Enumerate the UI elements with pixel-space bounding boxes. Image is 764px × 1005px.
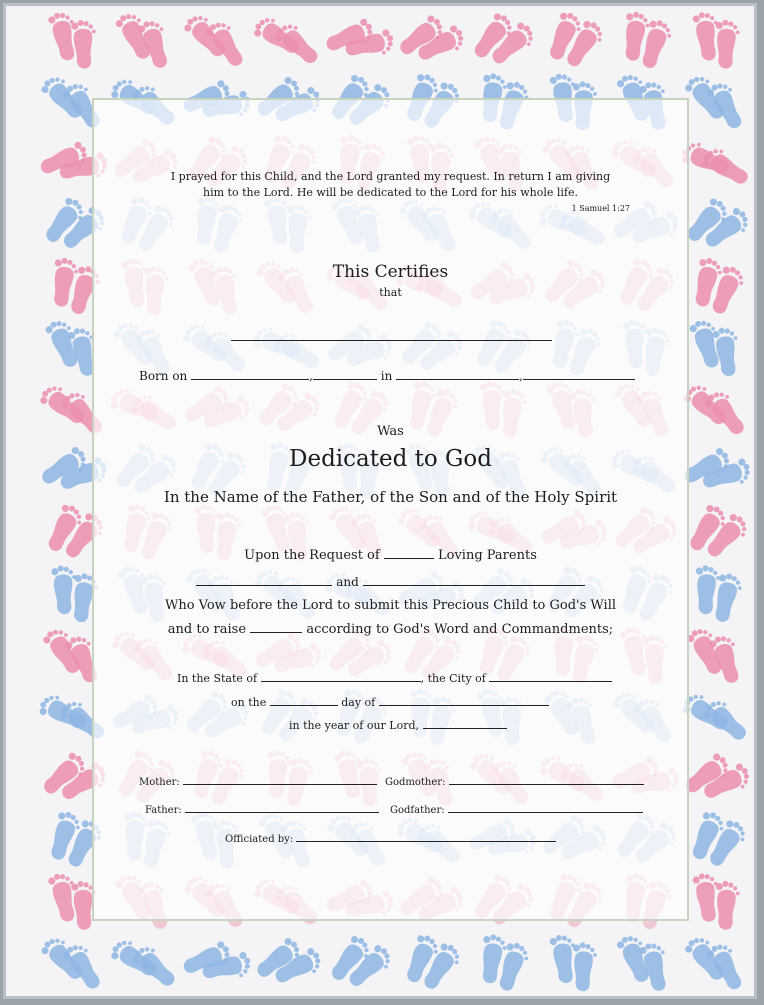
year-label: in the year of our Lord,: [289, 719, 420, 732]
certificate-inner-panel: [92, 98, 689, 921]
child-pronoun-line[interactable]: [250, 620, 302, 633]
state-line[interactable]: [261, 669, 421, 682]
city-label: , the City of: [420, 672, 486, 685]
month-line[interactable]: [379, 693, 549, 706]
certificate-heading: This Certifies: [332, 262, 449, 282]
father-line[interactable]: [185, 802, 379, 813]
and-label: and: [336, 575, 359, 589]
mother-line[interactable]: [183, 774, 377, 785]
year-line[interactable]: [423, 716, 507, 729]
parents-surname-line[interactable]: [384, 546, 434, 559]
footprint-icon: [571, 942, 598, 992]
godfather-line[interactable]: [448, 802, 643, 813]
vow-line: Who Vow before the Lord to submit this Precious Child to God's Will: [164, 598, 617, 613]
footprint-icon: [699, 143, 753, 190]
certificate-subtitle: In the Name of the Father, of the Son and of the Holy Spirit: [163, 488, 618, 506]
born-on-row: Born on , in ,: [139, 367, 635, 383]
was-label: Was: [377, 424, 404, 439]
godfather-label: Godfather:: [390, 805, 445, 816]
footprint-icon: [694, 565, 721, 615]
mother-label: Mother:: [139, 777, 180, 788]
officiated-row: [225, 831, 556, 845]
day-line[interactable]: [270, 693, 338, 706]
footprint-icon: [713, 19, 740, 69]
footprint-icon: [71, 19, 97, 69]
certificate-frame: [3, 3, 757, 999]
mother-row: [139, 774, 377, 788]
birth-state-line[interactable]: [523, 367, 635, 380]
city-line[interactable]: [489, 669, 612, 682]
child-name-line[interactable]: [231, 340, 552, 341]
bible-verse: [94, 169, 687, 201]
godfather-row: [390, 802, 643, 816]
in-label: in: [380, 369, 393, 383]
birth-year-line[interactable]: [313, 367, 377, 380]
father-label: Father:: [145, 805, 182, 816]
officiant-line[interactable]: [296, 831, 556, 842]
state-city-row: [177, 669, 612, 685]
request-prefix: Upon the Request of: [244, 548, 380, 563]
footprint-icon: [713, 880, 740, 930]
officiated-label: Officiated by:: [225, 834, 294, 845]
raise-row: [94, 620, 687, 637]
birth-date-line[interactable]: [191, 367, 309, 380]
heading-that: that: [379, 286, 402, 299]
raise-prefix: and to raise: [167, 622, 247, 637]
parents-row: [94, 573, 687, 589]
state-label: In the State of: [177, 672, 258, 685]
raise-suffix: according to God's Word and Commandments;: [306, 622, 614, 637]
father-row: [145, 802, 379, 816]
godmother-label: Godmother:: [385, 777, 446, 788]
godmother-line[interactable]: [449, 774, 644, 785]
born-on-label: Born on: [139, 369, 188, 383]
year-row: [289, 716, 507, 732]
parent-one-line[interactable]: [196, 573, 332, 586]
footprint-icon: [51, 565, 77, 615]
certificate-title: Dedicated to God: [289, 446, 492, 472]
day-of-label: day of: [341, 696, 376, 709]
birth-city-line[interactable]: [396, 367, 519, 380]
verse-reference: 1 Samuel 1:27: [571, 204, 630, 213]
on-the-label: on the: [231, 696, 267, 709]
date-row: [231, 693, 549, 709]
footprint-icon: [712, 326, 742, 377]
godmother-row: [385, 774, 644, 788]
parent-two-line[interactable]: [363, 573, 585, 586]
request-row: [94, 546, 687, 563]
verse-line-2: him to the Lord. He will be dedicated to the Lord for his whole life.: [203, 186, 578, 199]
request-suffix: Loving Parents: [437, 548, 537, 563]
verse-line-1: I prayed for this Child, and the Lord granted my request. In return I am giving: [170, 170, 611, 183]
